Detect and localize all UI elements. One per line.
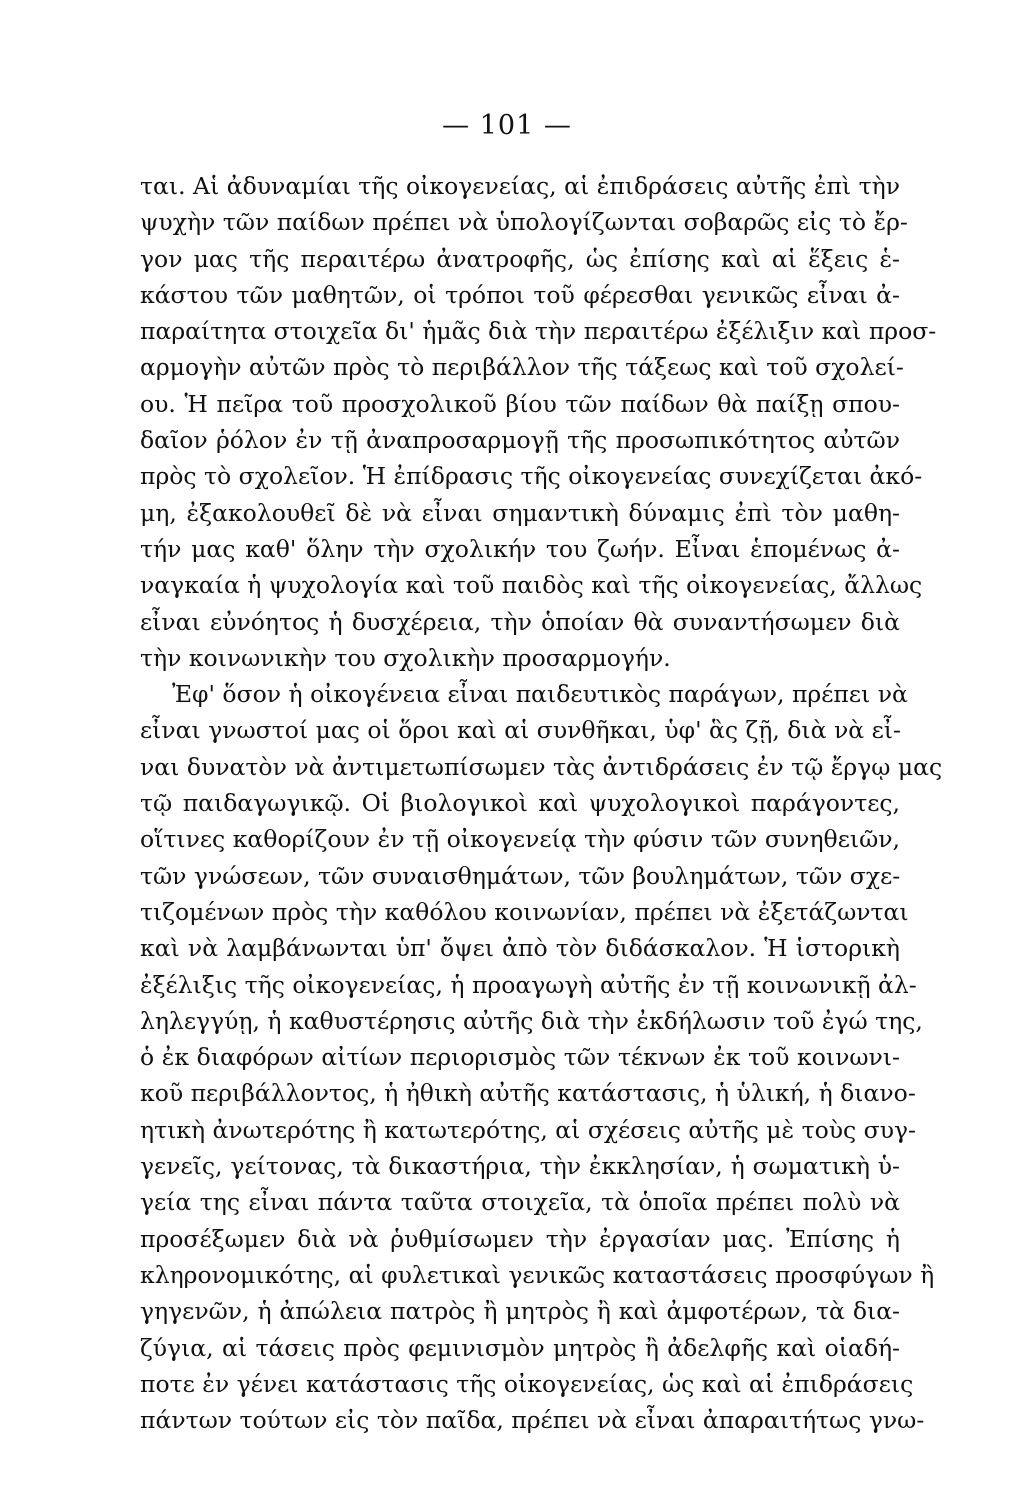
text-line: ται. Αἱ ἀδυναμίαι τῆς οἰκογενείας, αἱ ἐπιδράσεις αὐτῆς ἐπὶ τὴν [140, 172, 900, 200]
text-line: εἶναι εὐνόητος ἡ δυσχέρεια, τὴν ὁποίαν θὰ συναντήσωμεν διὰ [140, 607, 900, 636]
text-line: ητικὴ ἀνωτερότης ἢ κατωτερότης, αἱ σχέσεις αὐτῆς μὲ τοὺς συγ- [140, 1115, 916, 1144]
text-line: ψυχὴν τῶν παίδων πρέπει νὰ ὑπολογίζωνται σοβαρῶς εἰς τὸ ἔρ- [140, 208, 908, 237]
text-line: κοῦ περιβάλλοντος, ἡ ἠθικὴ αὐτῆς κατάστασις, ἡ ὑλική, ἡ διανο- [140, 1079, 916, 1108]
text-line: τιζομένων πρὸς τὴν καθόλου κοινωνίαν, πρέπει νὰ ἐξετάζωνται [140, 897, 909, 926]
text-line: ναγκαία ἡ ψυχολογία καὶ τοῦ παιδὸς καὶ τῆς οἰκογενείας, ἄλλως [140, 571, 923, 600]
text-line: πάντων τούτων εἰς τὸν παῖδα, πρέπει νὰ εἶναι ἀπαραιτήτως γνω- [140, 1406, 925, 1435]
text-line: μη, ἐξακολουθεῖ δὲ νὰ εἶναι σημαντικὴ δύναμις ἐπὶ τὸν μαθη- [140, 498, 900, 527]
text-line: γενεῖς, γείτονας, τὰ δικαστήρια, τὴν ἐκκλησίαν, ἡ σωματικὴ ὑ- [140, 1152, 900, 1181]
text-line: πρὸς τὸ σχολεῖον. Ἡ ἐπίδρασις τῆς οἰκογενείας συνεχίζεται ἀκό- [140, 462, 923, 491]
text-line: ὁ ἐκ διαφόρων αἰτίων περιορισμὸς τῶν τέκνων ἐκ τοῦ κοινωνι- [140, 1043, 900, 1072]
text-line: ναι δυνατὸν νὰ ἀντιμετωπίσωμεν τὰς ἀντιδράσεις ἐν τῷ ἔργῳ μας [140, 752, 943, 781]
text-line: κληρονομικότης, αἱ φυλετικαὶ γενικῶς καταστάσεις προσφύγων ἢ [140, 1260, 935, 1289]
body-text [140, 168, 943, 1438]
text-line: προσέξωμεν διὰ νὰ ῥυθμίσωμεν τὴν ἐργασίαν μας. Ἐπίσης ἡ [140, 1224, 900, 1253]
paragraph-end-line: τὴν κοινωνικὴν του σχολικὴν προσαρμογήν. [140, 643, 671, 672]
text-line: παραίτητα στοιχεῖα δι' ἡμᾶς διὰ τὴν περαιτέρω ἐξέλιξιν καὶ προσ- [140, 317, 937, 346]
text-line: γον μας τῆς περαιτέρω ἀνατροφῆς, ὡς ἐπίσης καὶ αἱ ἕξεις ἑ- [140, 244, 900, 273]
text-line: ἐξέλιξις τῆς οἰκογενείας, ἡ προαγωγὴ αὐτῆς ἐν τῇ κοινωνικῇ ἀλ- [140, 970, 917, 999]
text-line: οἵτινες καθορίζουν ἐν τῇ οἰκογενείᾳ τὴν φύσιν τῶν συνηθειῶν, [140, 825, 900, 854]
paragraph-start-line: Ἐφ' ὅσον ἡ οἰκογένεια εἶναι παιδευτικὸς παράγων, πρέπει νὰ [172, 680, 908, 709]
text-line: τῶν γνώσεων, τῶν συναισθημάτων, τῶν βουλημάτων, τῶν σχε- [140, 861, 901, 890]
text-line: ου. Ἡ πεῖρα τοῦ προσχολικοῦ βίου τῶν παίδων θὰ παίξῃ σπου- [140, 389, 900, 418]
text-line: ποτε ἐν γένει κατάστασις τῆς οἰκογενείας, ὡς καὶ αἱ ἐπιδράσεις [140, 1369, 914, 1398]
text-line: καὶ νὰ λαμβάνωνται ὑπ' ὄψει ἀπὸ τὸν διδάσκαλον. Ἡ ἱστορικὴ [140, 934, 900, 963]
text-line: τῷ παιδαγωγικῷ. Οἱ βιολογικοὶ καὶ ψυχολογικοὶ παράγοντες, [140, 789, 900, 818]
page-number: — 101 — [442, 110, 572, 141]
text-line: γηγενῶν, ἡ ἀπώλεια πατρὸς ἢ μητρὸς ἢ καὶ ἀμφοτέρων, τὰ δια- [140, 1297, 900, 1326]
text-line: εἶναι γνωστοί μας οἱ ὅροι καὶ αἱ συνθῆκαι, ὑφ' ἃς ζῇ, διὰ νὰ εἶ- [140, 716, 901, 745]
text-line: ληλεγγύῃ, ἡ καθυστέρησις αὐτῆς διὰ τὴν ἐκδήλωσιν τοῦ ἐγώ της, [140, 1006, 923, 1035]
text-line: αρμογὴν αὐτῶν πρὸς τὸ περιβάλλον τῆς τάξεως καὶ τοῦ σχολεί- [140, 353, 904, 382]
text-line: δαῖον ῥόλον ἐν τῇ ἀναπροσαρμογῇ τῆς προσωπικότητος αὐτῶν [140, 426, 900, 455]
text-line: τήν μας καθ' ὅλην τὴν σχολικήν του ζωήν. Εἶναι ἑπομένως ἀ- [140, 534, 900, 563]
text-line: γεία της εἶναι πάντα ταῦτα στοιχεῖα, τὰ ὁποῖα πρέπει πολὺ νὰ [140, 1188, 900, 1217]
text-line: ζύγια, αἱ τάσεις πρὸς φεμινισμὸν μητρὸς ἢ ἀδελφῆς καὶ οἱαδή- [140, 1333, 900, 1362]
text-line: κάστου τῶν μαθητῶν, οἱ τρόποι τοῦ φέρεσθαι γενικῶς εἶναι ἀ- [140, 280, 900, 309]
